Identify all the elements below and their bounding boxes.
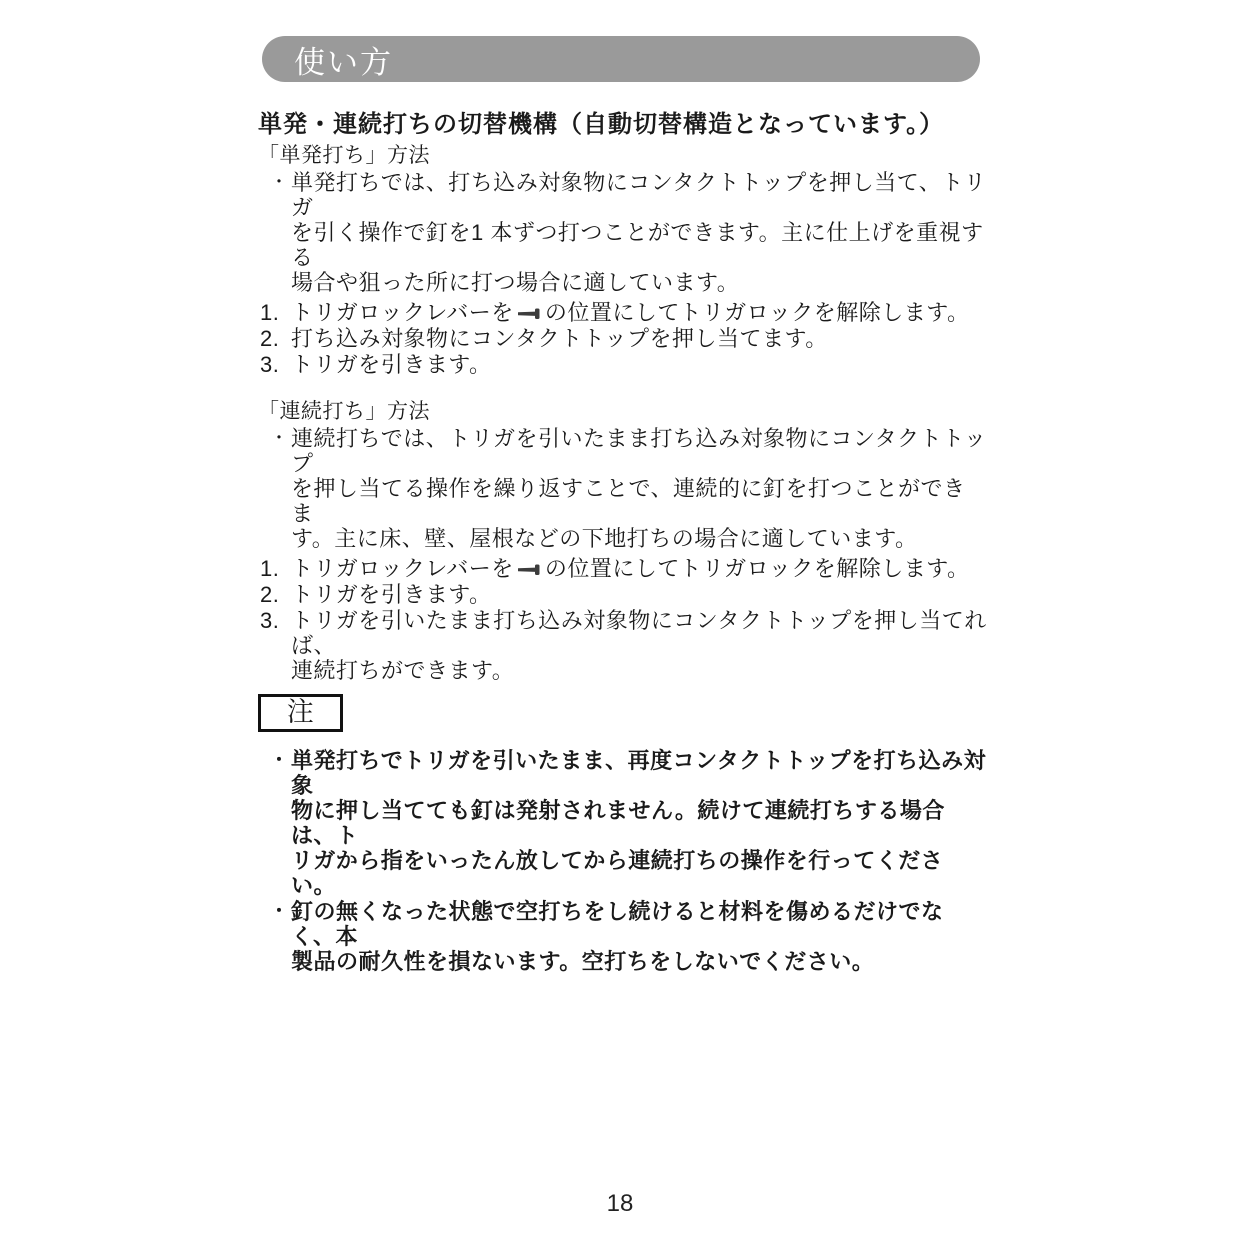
bullet-marker: ・	[270, 750, 289, 770]
desc-line: 単発打ちでは、打ち込み対象物にコンタクトトップを押し当て、トリガ	[291, 170, 987, 220]
step-text: の位置にしてトリガロックを解除します。	[544, 300, 970, 325]
step-text: トリガを引きます。	[291, 352, 492, 377]
step-text: トリガを引いたまま打ち込み対象物にコンタクトトップを押し当てれば、	[291, 608, 987, 658]
continuous-step-1	[258, 556, 988, 581]
step-number: 2.	[260, 326, 280, 351]
continuous-step-3	[258, 608, 988, 683]
step-number: 3.	[260, 608, 280, 633]
single-shot-label: 「単発打ち」方法	[258, 144, 430, 167]
page-number: 18	[606, 1190, 634, 1217]
bullet-marker: ・	[270, 172, 289, 192]
nail-icon	[516, 563, 543, 577]
desc-line: 場合や狙った所に打つ場合に適しています。	[291, 270, 740, 295]
note-line: 製品の耐久性を損ないます。空打ちをしないでください。	[291, 949, 875, 974]
page-title: 単発・連続打ちの切替機構（自動切替構造となっています。）	[258, 111, 945, 138]
continuous-shot-label: 「連続打ち」方法	[258, 400, 430, 423]
single-shot-description	[258, 170, 988, 295]
step-number: 3.	[260, 352, 280, 377]
section-header-title: 使い方	[294, 44, 393, 80]
step-text: トリガロックレバーを	[291, 300, 514, 325]
note-item-1	[258, 748, 988, 898]
single-step-1	[258, 300, 988, 325]
continuous-shot-description	[258, 426, 988, 551]
note-line: 釘の無くなった状態で空打ちをし続けると材料を傷めるだけでなく、本	[291, 899, 944, 949]
notes-list	[258, 748, 988, 974]
note-line: 物に押し当てても釘は発射されません。続けて連続打ちする場合は、ト	[291, 798, 945, 848]
note-item-2	[258, 899, 988, 974]
note-line: 単発打ちでトリガを引いたまま、再度コンタクトトップを打ち込み対象	[291, 748, 987, 798]
note-box-label: 注	[286, 696, 315, 727]
step-text: 連続打ちができます。	[291, 658, 515, 683]
note-box	[258, 694, 343, 732]
bullet-marker: ・	[270, 428, 289, 448]
page-content	[258, 110, 988, 975]
step-text: トリガを引きます。	[291, 582, 492, 607]
step-text: 打ち込み対象物にコンタクトトップを押し当てます。	[291, 326, 828, 351]
step-number: 1.	[260, 300, 280, 325]
continuous-step-2	[258, 582, 988, 607]
single-step-2	[258, 326, 988, 351]
nail-icon	[516, 307, 543, 321]
desc-line: を引く操作で釘を1 本ずつ打つことができます。主に仕上げを重視する	[291, 220, 984, 270]
step-number: 1.	[260, 556, 280, 581]
section-header-bar	[262, 36, 980, 82]
section-divider-space	[258, 378, 988, 399]
single-step-3	[258, 352, 988, 377]
step-text: トリガロックレバーを	[291, 556, 514, 581]
desc-line: す。主に床、壁、屋根などの下地打ちの場合に適しています。	[291, 526, 918, 551]
desc-line: を押し当てる操作を繰り返すことで、連続的に釘を打つことができま	[291, 476, 966, 526]
bullet-marker: ・	[270, 901, 289, 921]
note-line: リガから指をいったん放してから連続打ちの操作を行ってください。	[291, 848, 944, 898]
desc-line: 連続打ちでは、トリガを引いたまま打ち込み対象物にコンタクトトップ	[291, 426, 987, 476]
step-number: 2.	[260, 582, 280, 607]
step-text: の位置にしてトリガロックを解除します。	[544, 556, 970, 581]
